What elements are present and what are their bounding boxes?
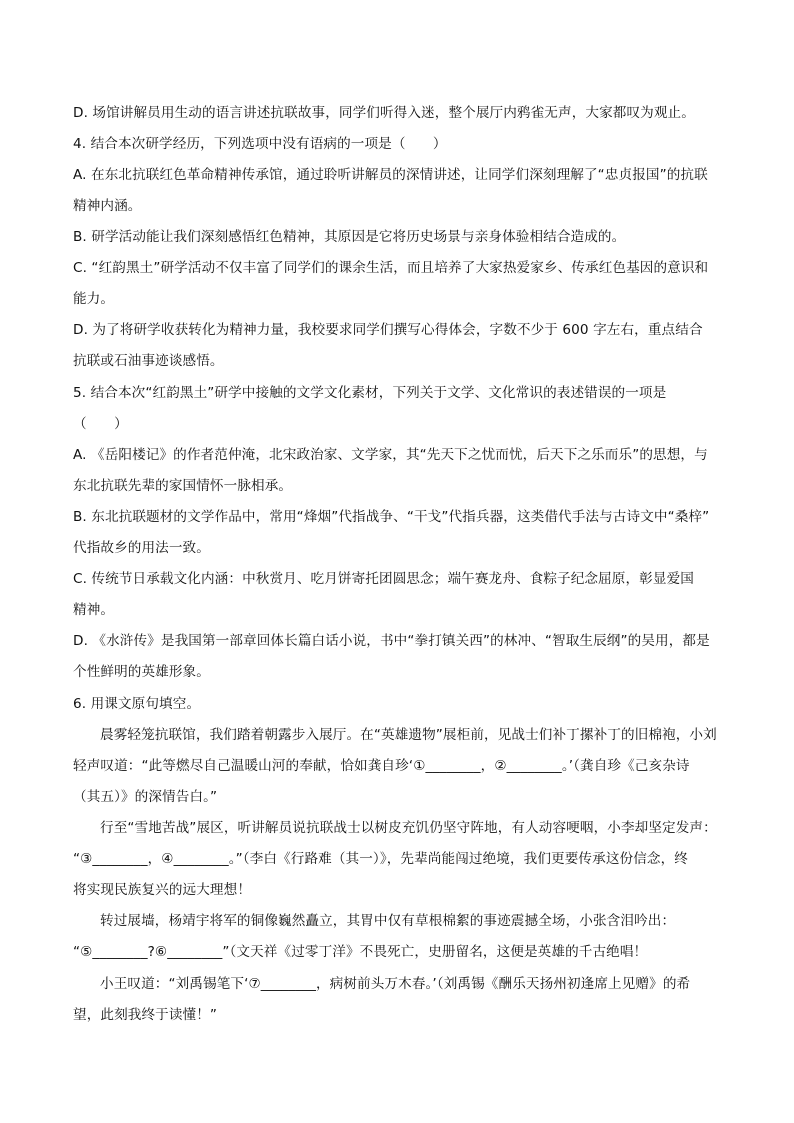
q6-paragraph-1-cont: 轻声叹道：“此等燃尽自己温暖山河的奉献，恰如龚自珍‘①________，②________。’（龚自珍《己亥杂诗 [73, 758, 690, 774]
q5-option-c: C. 传统节日承载文化内涵：中秋赏月、吃月饼寄托团圆思念；端午赛龙舟、食粽子纪念屈原，彰显爱国 [73, 571, 694, 587]
q5-option-d: D. 《水浒传》是我国第一部章回体长篇白话小说，书中“拳打镇关西”的林冲、“智取生辰纲”的吴用，都是 [73, 633, 710, 649]
q4-option-d-cont: 抗联或石油事迹谈感悟。 [73, 353, 224, 369]
q5-option-b-cont: 代指故乡的用法一致。 [73, 540, 210, 556]
q6-paragraph-2-end: 将实现民族复兴的远大理想！ [73, 882, 252, 898]
q6-paragraph-1-end: （其五）》的深情告白。” [73, 789, 218, 805]
q6-paragraph-3-cont: “⑤________?⑥________”（文天祥《过零丁洋》不畏死亡，史册留名，这便是英雄的千古绝唱！ [73, 944, 648, 960]
q6-paragraph-3: 转过展墙，杨靖宇将军的铜像巍然矗立，其胃中仅有草根棉絮的事迹震撼全场，小张含泪吟出： [100, 913, 676, 929]
question-6: 6. 用课文原句填空。 [73, 696, 201, 712]
question-5-bracket: （ ） [73, 416, 128, 432]
q6-paragraph-4: 小王叹道：“刘禹锡笔下‘⑦________，病树前头万木春。’（刘禹锡《酬乐天扬州初逢席上见赠》的希 [100, 976, 691, 992]
q5-option-a: A. 《岳阳楼记》的作者范仲淹，北宋政治家、文学家，其“先天下之忧而忧，后天下之乐而乐”的思想，与 [73, 447, 708, 463]
q6-paragraph-1: 晨雾轻笼抗联馆，我们踏着朝露步入展厅。在“英雄遗物”展柜前，见战士们补丁摞补丁的旧棉袍，小刘 [100, 727, 717, 743]
q6-paragraph-4-end: 望，此刻我终于读懂！” [73, 1007, 218, 1023]
question-5: 5. 结合本次“红韵黑土”研学中接触的文学文化素材，下列关于文学、文化常识的表述错误的一项是 [73, 385, 667, 401]
q4-option-a: A. 在东北抗联红色革命精神传承馆，通过聆听讲解员的深情讲述，让同学们深刻理解了“忠贞报国”的抗联 [73, 167, 708, 183]
q4-option-c-cont: 能力。 [73, 291, 115, 307]
q4-option-d: D. 为了将研学收获转化为精神力量，我校要求同学们撰写心得体会，字数不少于 600 字左右，重点结合 [73, 322, 703, 338]
option-d-q3: D. 场馆讲解员用生动的语言讲述抗联故事，同学们听得入迷，整个展厅内鸦雀无声，大家都叹为观止。 [73, 105, 695, 121]
q6-paragraph-2-cont: “③________，④________。”（李白《行路难（其一）》，先辈尚能闯过绝境，我们更要传承这份信念，终 [73, 851, 688, 867]
q5-option-b: B. 东北抗联题材的文学作品中，常用“烽烟”代指战争、“干戈”代指兵器，这类借代手法与古诗文中“桑梓” [73, 509, 710, 525]
q4-option-c: C. “红韵黑土”研学活动不仅丰富了同学们的课余生活，而且培养了大家热爱家乡、传承红色基因的意识和 [73, 260, 709, 276]
q4-option-a-cont: 精神内涵。 [73, 198, 142, 214]
question-4: 4. 结合本次研学经历，下列选项中没有语病的一项是（ ） [73, 136, 447, 152]
q5-option-c-cont: 精神。 [73, 602, 115, 618]
q5-option-d-cont: 个性鲜明的英雄形象。 [73, 664, 210, 680]
q6-paragraph-2: 行至“雪地苦战”展区，听讲解员说抗联战士以树皮充饥仍坚守阵地，有人动容哽咽，小李却坚定发声： [100, 820, 717, 836]
q5-option-a-cont: 东北抗联先辈的家国情怀一脉相承。 [73, 478, 293, 494]
q4-option-b: B. 研学活动能让我们深刻感悟红色精神，其原因是它将历史场景与亲身体验相结合造成的。 [73, 229, 626, 245]
